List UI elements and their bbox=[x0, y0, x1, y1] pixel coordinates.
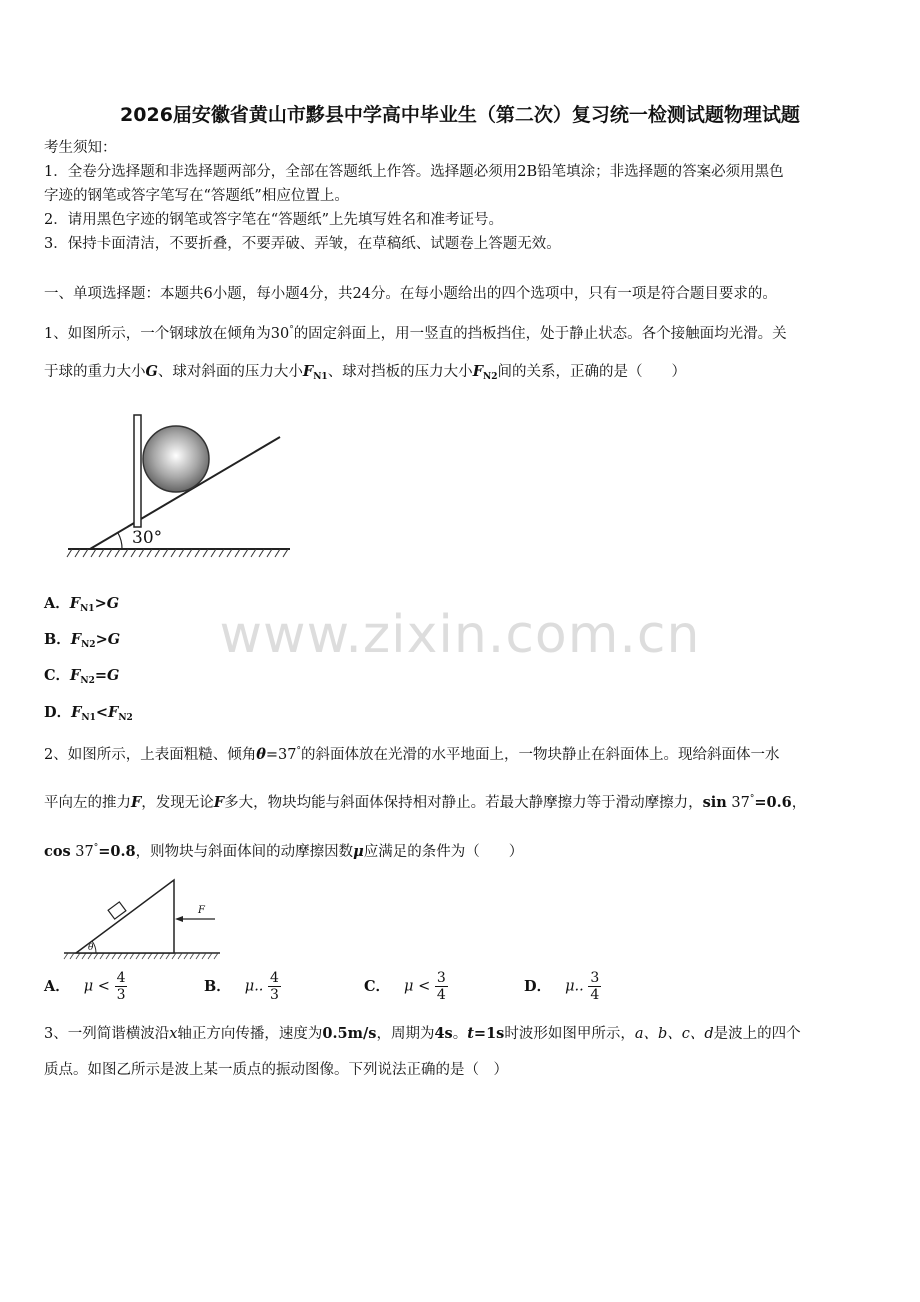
symbol-t: t bbox=[467, 1025, 474, 1042]
q1-text: 间的关系，正确的是（ ） bbox=[497, 364, 686, 380]
option-relation: =G bbox=[94, 667, 120, 684]
subscript-N2: N2 bbox=[482, 372, 498, 382]
q2-text: 的斜面体放在光滑的水平地面上，一物块静止在斜面体上。现给斜面体一水 bbox=[301, 747, 780, 763]
subscript: N2 bbox=[81, 640, 96, 650]
q2-line3 bbox=[44, 838, 523, 862]
option-label: B． bbox=[44, 631, 71, 648]
option-operator: μ < bbox=[404, 978, 431, 995]
symbol-F: F bbox=[70, 667, 81, 684]
q2-text: 平向左的推力 bbox=[44, 795, 131, 811]
fraction bbox=[435, 970, 448, 1003]
comma: ， bbox=[791, 795, 807, 811]
q1-line2 bbox=[44, 362, 686, 387]
q1-text: 、球对斜面的压力大小 bbox=[157, 364, 303, 380]
denominator: 4 bbox=[590, 987, 600, 1003]
degree-mark: ° bbox=[93, 843, 99, 853]
sin-label: sin bbox=[702, 794, 727, 811]
q2-angle: 37 bbox=[75, 844, 94, 860]
time-value: =1s bbox=[473, 1025, 505, 1042]
notice-item: 1．全卷分选择题和非选择题两部分，全部在答题纸上作答。选择题必须用2B铅笔填涂；非选择题的答案必须用黑色 bbox=[44, 164, 784, 180]
particle-labels: a、b、c、d bbox=[634, 1026, 714, 1042]
symbol-F: F bbox=[69, 595, 81, 612]
symbol-F: F bbox=[302, 363, 314, 380]
option-relation: <F bbox=[95, 704, 119, 721]
q2-option-a[interactable] bbox=[44, 970, 127, 1003]
exam-title: 2026届安徽省黄山市黟县中学高中毕业生（第二次）复习统一检测试题物理试题 bbox=[120, 104, 800, 126]
symbol-F: F bbox=[131, 794, 142, 811]
denominator: 3 bbox=[116, 987, 126, 1003]
symbol-F: F bbox=[71, 704, 82, 721]
q1-text: 于球的重力大小 bbox=[44, 364, 146, 380]
option-relation: >G bbox=[95, 631, 121, 648]
q1-option-c[interactable] bbox=[44, 664, 119, 686]
q1-text: 、球对挡板的压力大小 bbox=[327, 364, 473, 380]
fraction bbox=[268, 970, 281, 1003]
subscript: N1 bbox=[80, 604, 95, 614]
symbol-F: F bbox=[472, 363, 483, 380]
option-label: C． bbox=[364, 977, 391, 995]
numerator: 4 bbox=[270, 970, 279, 986]
option-label: B． bbox=[204, 977, 231, 995]
symbol-theta: θ bbox=[256, 746, 266, 763]
notice-item: 字迹的钢笔或答字笔写在“答题纸”相应位置上。 bbox=[44, 188, 349, 204]
option-label: D． bbox=[524, 977, 552, 995]
option-label: A． bbox=[44, 595, 70, 612]
option-relation: >G bbox=[94, 595, 120, 612]
subscript-N1: N1 bbox=[313, 372, 328, 382]
denominator: 3 bbox=[270, 987, 279, 1003]
numerator: 3 bbox=[590, 970, 600, 986]
q2-option-d[interactable] bbox=[524, 970, 601, 1003]
q1-text: 1、如图所示，一个钢球放在倾角为 bbox=[44, 326, 271, 342]
q3-text: 是波上的四个 bbox=[713, 1026, 801, 1042]
q1-line1 bbox=[44, 320, 787, 344]
wave-speed: 0.5m/s bbox=[322, 1025, 377, 1042]
degree-mark: ° bbox=[749, 794, 755, 804]
option-operator: μ < bbox=[83, 978, 110, 995]
sin-value: =0.6 bbox=[754, 794, 792, 811]
q2-option-c[interactable] bbox=[364, 970, 448, 1003]
q3-text: 时波形如图甲所示， bbox=[504, 1026, 635, 1042]
numerator: 3 bbox=[436, 970, 446, 986]
symbol-mu: μ bbox=[353, 843, 364, 860]
section-heading: 一、单项选择题：本题共6小题，每小题4分，共24分。在每小题给出的四个选项中，只有一项是符合题目要求的。 bbox=[44, 286, 777, 302]
q2-angle: =37 bbox=[265, 747, 297, 763]
notice-heading: 考生须知： bbox=[44, 140, 117, 156]
option-label: C． bbox=[44, 667, 71, 684]
q2-text: ，发现无论 bbox=[141, 795, 214, 811]
option-label: A． bbox=[44, 977, 70, 995]
q1-option-d[interactable] bbox=[44, 701, 133, 723]
wave-period: 4s bbox=[434, 1025, 453, 1042]
subscript: N1 bbox=[81, 713, 96, 723]
notice-item: 3．保持卡面清洁，不要折叠，不要弄破、弄皱，在草稿纸、试题卷上答题无效。 bbox=[44, 236, 561, 252]
option-label: D． bbox=[44, 704, 72, 721]
q3-line1 bbox=[44, 1024, 801, 1044]
q2-angle: 37 bbox=[731, 795, 750, 811]
symbol-x: x bbox=[169, 1026, 178, 1042]
watermark-text: www.zixin.com.cn bbox=[219, 605, 701, 665]
q3-text: ，周期为 bbox=[376, 1026, 435, 1042]
q1-text: 的固定斜面上，用一竖直的挡板挡住，处于静止状态。各个接触面均光滑。关 bbox=[293, 326, 787, 342]
numerator: 4 bbox=[116, 970, 126, 986]
q3-text: 轴正方向传播，速度为 bbox=[177, 1026, 323, 1042]
symbol-F: F bbox=[213, 794, 225, 811]
option-operator: μ.. bbox=[565, 978, 584, 995]
q3-text: 。 bbox=[452, 1026, 468, 1042]
symbol-G: G bbox=[145, 363, 158, 380]
fraction bbox=[588, 970, 601, 1003]
theta-label: θ bbox=[88, 943, 94, 953]
notice-item: 2．请用黑色字迹的钢笔或答字笔在“答题纸”上先填写姓名和准考证号。 bbox=[44, 212, 504, 228]
angle-label: 30° bbox=[132, 528, 163, 548]
option-operator: μ.. bbox=[244, 978, 264, 995]
q2-line2 bbox=[44, 789, 806, 813]
q1-angle: 30 bbox=[270, 326, 290, 342]
denominator: 4 bbox=[436, 987, 446, 1003]
q2-text: 多大，物块均能与斜面体保持相对静止。若最大静摩擦力等于滑动摩擦力， bbox=[224, 795, 703, 811]
subscript: N2 bbox=[118, 713, 133, 723]
symbol-F: F bbox=[70, 631, 82, 648]
q2-text: 2、如图所示，上表面粗糙、倾角 bbox=[44, 747, 257, 763]
subscript: N2 bbox=[80, 676, 95, 686]
q1-figure-ball-on-incline bbox=[60, 405, 300, 565]
force-label: F bbox=[198, 905, 205, 916]
q2-text: ，则物块与斜面体间的动摩擦因数 bbox=[135, 844, 354, 860]
degree-mark: ° bbox=[296, 746, 302, 756]
q2-figure-wedge-block bbox=[60, 872, 225, 964]
cos-label: cos bbox=[44, 843, 71, 860]
fraction bbox=[115, 970, 128, 1003]
q2-option-b[interactable] bbox=[204, 970, 281, 1003]
q2-line1 bbox=[44, 741, 780, 765]
q2-text: 应满足的条件为（ ） bbox=[363, 844, 524, 860]
q3-line2: 质点。如图乙所示是波上某一质点的振动图像。下列说法正确的是（ ） bbox=[44, 1062, 508, 1078]
cos-value: =0.8 bbox=[98, 843, 136, 860]
degree-mark: ° bbox=[289, 325, 294, 335]
q3-text: 3、一列简谐横波沿 bbox=[44, 1026, 170, 1042]
